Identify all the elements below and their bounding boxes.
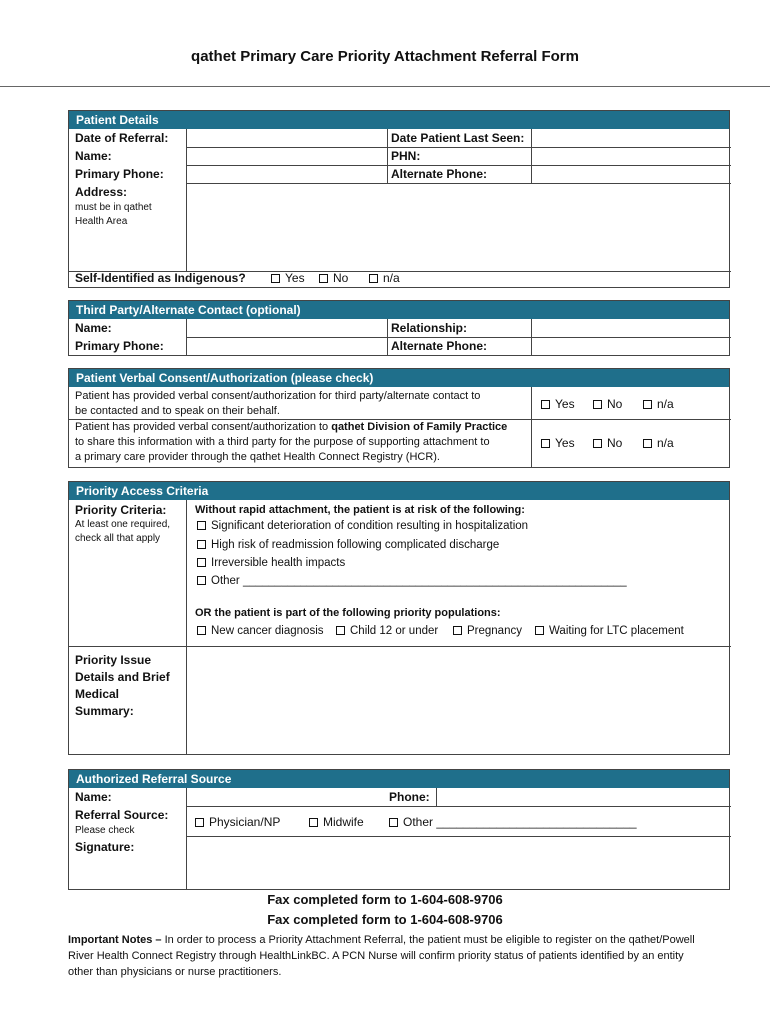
source-midwife-option[interactable] xyxy=(309,815,364,829)
option-label: Yes xyxy=(555,436,575,450)
relationship-label: Relationship: xyxy=(391,321,468,335)
referral-section xyxy=(68,769,730,890)
checkbox-icon[interactable] xyxy=(197,576,206,585)
primary-phone-label: Primary Phone: xyxy=(75,167,164,181)
consent-text xyxy=(75,421,507,433)
address-note: Health Area xyxy=(75,216,128,227)
option-label: n/a xyxy=(657,436,674,450)
fax-instruction: Fax completed form to 1-604-608-9706 xyxy=(267,912,503,927)
priority-criteria-note: At least one required, xyxy=(75,519,171,530)
third-party-primary-phone-label: Primary Phone: xyxy=(75,339,164,353)
consent-text: Patient has provided verbal consent/authorization for third party/alternate contact to xyxy=(75,390,481,402)
consent-text: a primary care provider through the qathet Health Connect Registry (HCR). xyxy=(75,451,440,463)
consent-header: Patient Verbal Consent/Authorization (please check) xyxy=(69,369,729,387)
referral-source-note: Please check xyxy=(75,825,135,836)
consent2-na-option[interactable] xyxy=(643,436,674,450)
consent1-na-option[interactable] xyxy=(643,397,674,411)
notes-title: Important Notes – xyxy=(68,934,165,946)
checkbox-icon[interactable] xyxy=(593,439,602,448)
checkbox-icon[interactable] xyxy=(541,439,550,448)
consent-text-bold: qathet Division of Family Practice xyxy=(331,421,508,433)
indigenous-yes-option[interactable] xyxy=(271,271,305,285)
option-label: Child 12 or under xyxy=(350,625,439,637)
option-label: Pregnancy xyxy=(467,625,522,637)
address-note: must be in qathet xyxy=(75,202,152,213)
divider xyxy=(531,129,532,183)
population-option[interactable] xyxy=(336,625,438,637)
indigenous-no-option[interactable] xyxy=(319,271,348,285)
alternate-phone-label: Alternate Phone: xyxy=(391,167,488,181)
referrer-name-label: Name: xyxy=(75,790,112,804)
phn-label: PHN: xyxy=(391,149,421,163)
consent-text: be contacted and to speak on their behalf. xyxy=(75,405,280,417)
consent-text: to share this information with a third party for the purpose of supporting attachment to xyxy=(75,436,490,448)
checkbox-icon[interactable] xyxy=(643,439,652,448)
third-party-name-label: Name: xyxy=(75,321,112,335)
checkbox-icon[interactable] xyxy=(336,626,345,635)
option-label: Yes xyxy=(285,271,305,285)
signature-label: Signature: xyxy=(75,840,135,854)
priority-criteria-note: check all that apply xyxy=(75,533,161,544)
population-option[interactable] xyxy=(453,625,522,637)
patient-details-header: Patient Details xyxy=(69,111,729,129)
risk-option[interactable] xyxy=(197,539,499,551)
indigenous-na-option[interactable] xyxy=(369,271,400,285)
priority-criteria-label: Priority Criteria: xyxy=(75,503,167,517)
divider xyxy=(186,500,187,754)
option-label: No xyxy=(607,397,623,411)
divider xyxy=(186,165,731,166)
consent-section xyxy=(68,368,730,468)
risk-option-other[interactable] xyxy=(197,575,627,587)
checkbox-icon[interactable] xyxy=(643,400,652,409)
name-label: Name: xyxy=(75,149,112,163)
divider xyxy=(436,788,437,806)
option-label: Irreversible health impacts xyxy=(211,557,346,569)
form-title: qathet Primary Care Priority Attachment Referral Form xyxy=(191,48,579,65)
divider xyxy=(186,806,731,807)
important-notes xyxy=(68,932,708,980)
option-label: Waiting for LTC placement xyxy=(549,625,684,637)
checkbox-icon[interactable] xyxy=(541,400,550,409)
priority-issue-label xyxy=(75,652,170,720)
fax-instruction: Fax completed form to 1-604-608-9706 xyxy=(267,892,503,907)
consent1-yes-option[interactable] xyxy=(541,397,575,411)
risk-option[interactable] xyxy=(197,557,345,569)
option-label: Yes xyxy=(555,397,575,411)
indigenous-label: Self-Identified as Indigenous? xyxy=(75,271,246,285)
checkbox-icon[interactable] xyxy=(271,274,280,283)
checkbox-icon[interactable] xyxy=(369,274,378,283)
population-option[interactable] xyxy=(197,625,324,637)
checkbox-icon[interactable] xyxy=(453,626,462,635)
third-party-header: Third Party/Alternate Contact (optional) xyxy=(69,301,729,319)
priority-section xyxy=(68,481,730,755)
option-label: n/a xyxy=(383,271,400,285)
priority-header: Priority Access Criteria xyxy=(69,482,729,500)
checkbox-icon[interactable] xyxy=(593,400,602,409)
option-label: Other ______________________________ xyxy=(403,815,637,829)
risk-option[interactable] xyxy=(197,520,528,532)
option-label: New cancer diagnosis xyxy=(211,625,324,637)
consent2-no-option[interactable] xyxy=(593,436,622,450)
third-party-alternate-phone-label: Alternate Phone: xyxy=(391,339,488,353)
source-physician-option[interactable] xyxy=(195,815,280,829)
divider xyxy=(186,129,187,271)
label-line: Details and Brief xyxy=(75,670,170,684)
address-label: Address: xyxy=(75,185,128,199)
divider xyxy=(186,183,731,184)
checkbox-icon[interactable] xyxy=(535,626,544,635)
referral-header: Authorized Referral Source xyxy=(69,770,729,788)
checkbox-icon[interactable] xyxy=(197,540,206,549)
population-option[interactable] xyxy=(535,625,684,637)
divider xyxy=(186,147,731,148)
source-other-option[interactable] xyxy=(389,815,637,829)
risk-heading: Without rapid attachment, the patient is at risk of the following: xyxy=(195,504,525,516)
option-label: n/a xyxy=(657,397,674,411)
checkbox-icon[interactable] xyxy=(197,558,206,567)
label-line: Medical xyxy=(75,687,120,701)
patient-details-section xyxy=(68,110,730,288)
consent-text-part: Patient has provided verbal consent/authorization to xyxy=(75,421,332,433)
checkbox-icon[interactable] xyxy=(197,521,206,530)
checkbox-icon[interactable] xyxy=(309,818,318,827)
option-label: No xyxy=(607,436,623,450)
populations-heading: OR the patient is part of the following priority populations: xyxy=(195,607,501,619)
checkbox-icon[interactable] xyxy=(319,274,328,283)
referrer-phone-label: Phone: xyxy=(389,790,430,804)
third-party-section xyxy=(68,300,730,356)
divider xyxy=(387,129,388,183)
checkbox-icon[interactable] xyxy=(195,818,204,827)
referral-source-label: Referral Source: xyxy=(75,808,169,822)
date-of-referral-label: Date of Referral: xyxy=(75,131,169,145)
option-label: High risk of readmission following complicated discharge xyxy=(211,539,500,551)
divider xyxy=(186,836,731,837)
option-label: Midwife xyxy=(323,815,364,829)
option-label: Physician/NP xyxy=(209,815,281,829)
title-divider xyxy=(0,86,770,87)
consent1-no-option[interactable] xyxy=(593,397,622,411)
label-line: Summary: xyxy=(75,704,134,718)
option-label: Other ____________________________________________________________ xyxy=(211,575,627,587)
checkbox-icon[interactable] xyxy=(197,626,206,635)
divider xyxy=(186,788,187,889)
label-line: Priority Issue xyxy=(75,653,152,667)
divider xyxy=(531,387,532,467)
divider xyxy=(186,337,731,338)
divider xyxy=(69,646,731,647)
option-label: No xyxy=(333,271,349,285)
divider xyxy=(69,419,731,420)
date-last-seen-label: Date Patient Last Seen: xyxy=(391,131,525,145)
checkbox-icon[interactable] xyxy=(389,818,398,827)
consent2-yes-option[interactable] xyxy=(541,436,575,450)
option-label: Significant deterioration of condition resulting in hospitalization xyxy=(211,520,529,532)
notes-text: In order to process a Priority Attachment Referral, the patient must be eligible to register on the qathet/Powell River Health Connect Registry through HealthLinkBC. A PCN Nurse will confirm priority status of patients identified by an entity other than physicians or nurse practitioners. xyxy=(68,934,695,978)
